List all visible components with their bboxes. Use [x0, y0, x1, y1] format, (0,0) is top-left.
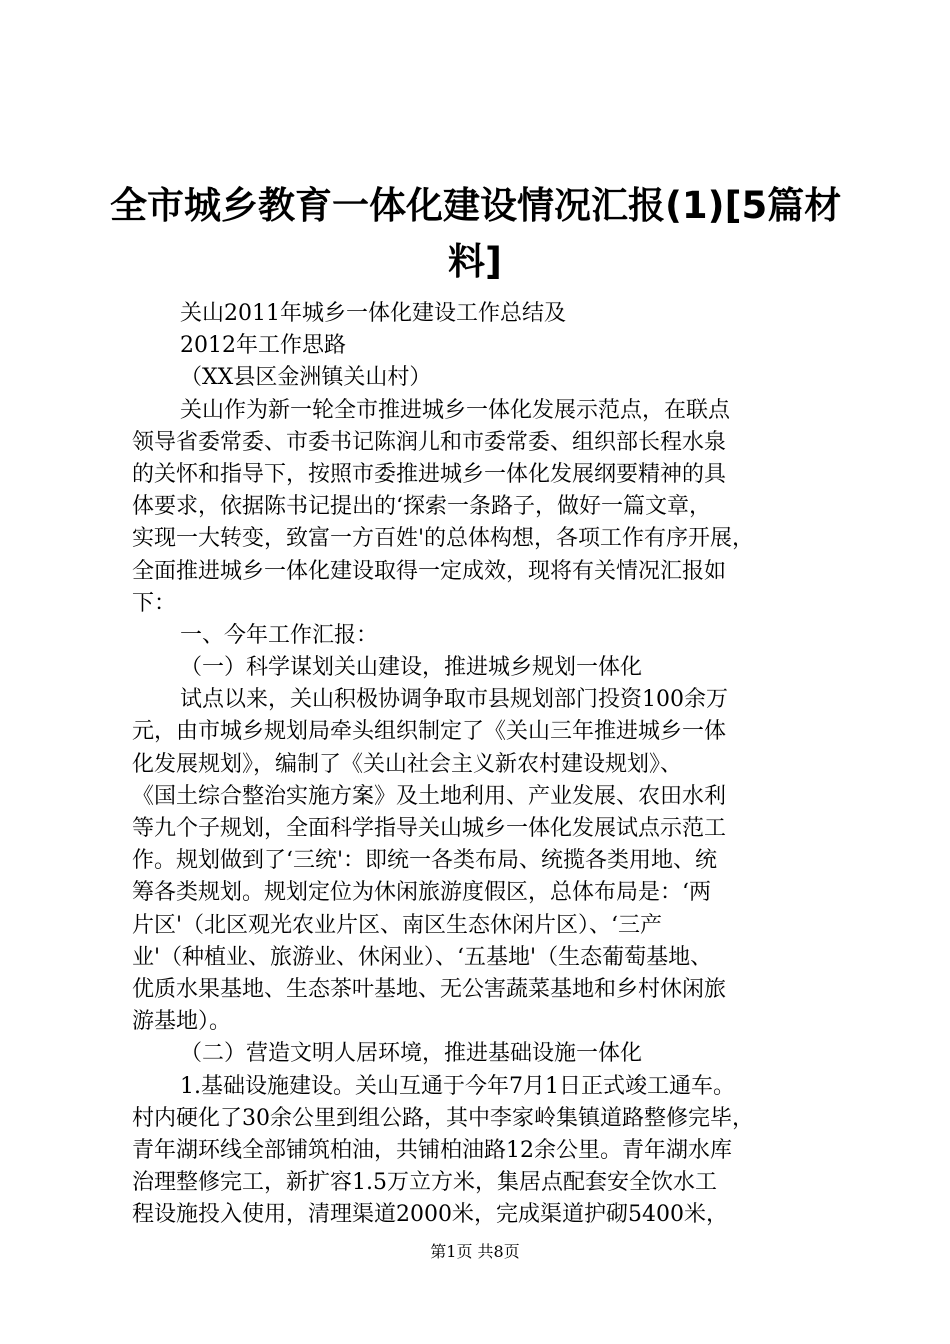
paragraph-line: 程设施投入使用，清理渠道2000米，完成渠道护砌5400米， [132, 1202, 728, 1228]
paragraph-line: 实现一大转变，致富一方百姓'的总体构想，各项工作有序开展， [132, 526, 755, 552]
title-line-1: 全市城乡教育一体化建设情况汇报(1)[5篇材 [110, 184, 842, 227]
paragraph-line: 下： [132, 590, 177, 616]
document-title [110, 178, 840, 290]
title-line-2: 料] [448, 240, 502, 283]
paragraph-line: 青年湖环线全部铺筑柏油，共铺柏油路12余公里。青年湖水库 [132, 1137, 732, 1163]
paragraph-line: 筹各类规划。规划定位为休闲旅游度假区，总体布局是：‘两 [132, 880, 711, 906]
paragraph-line: 游基地）。 [132, 1009, 232, 1035]
paragraph-line: 《国土综合整治实施方案》及土地利用、产业发展、农田水利 [132, 783, 727, 809]
subsection-heading: （二）营造文明人居环境，推进基础设施一体化 [180, 1041, 643, 1067]
paragraph-line: 全面推进城乡一体化建设取得一定成效，现将有关情况汇报如 [132, 558, 727, 584]
paragraph-line: 元，由市城乡规划局牵头组织制定了《关山三年推进城乡一体 [132, 719, 727, 745]
section-heading: 一、今年工作汇报： [180, 622, 379, 648]
paragraph-line: 1.基础设施建设。关山互通于今年7月1日正式竣工通车。 [180, 1073, 735, 1099]
paragraph-line: 业'（种植业、旅游业、休闲业）、‘五基地'（生态葡萄基地、 [132, 944, 713, 970]
paragraph-line: 优质水果基地、生态茶叶基地、无公害蔬菜基地和乡村休闲旅 [132, 976, 727, 1002]
paragraph-line: 治理整修完工，新扩容1.5万立方米，集居点配套安全饮水工 [132, 1170, 717, 1196]
page-footer: 第1页 共8页 [430, 1242, 520, 1261]
paragraph-line: 的关怀和指导下，按照市委推进城乡一体化发展纲要精神的具 [132, 461, 727, 487]
paragraph-line: 关山作为新一轮全市推进城乡一体化发展示范点，在联点 [180, 397, 731, 423]
subtitle-line: 关山2011年城乡一体化建设工作总结及 [180, 301, 566, 326]
paragraph-line: 化发展规划》，编制了《关山社会主义新农村建设规划》、 [132, 751, 683, 777]
paragraph-line: 村内硬化了30余公里到组公路，其中李家岭集镇道路整修完毕， [132, 1105, 754, 1131]
paragraph-line: 等九个子规划，全面科学指导关山城乡一体化发展试点示范工 [132, 816, 727, 841]
subsection-heading: （一）科学谋划关山建设，推进城乡规划一体化 [180, 655, 643, 681]
document-body [132, 298, 852, 1231]
paragraph-line: 作。规划做到了‘三统'：即统一各类布局、统揽各类用地、统 [132, 848, 718, 874]
author-line: （XX县区金洲镇关山村） [180, 365, 432, 391]
paragraph-line: 片区'（北区观光农业片区、南区生态休闲片区）、‘三产 [132, 912, 663, 938]
paragraph-line: 体要求，依据陈书记提出的‘探索一条路子，做好一篇文章， [132, 494, 711, 520]
subtitle-line: 2012年工作思路 [180, 333, 346, 359]
paragraph-line: 领导省委常委、市委书记陈润儿和市委常委、组织部长程水泉 [132, 429, 727, 455]
paragraph-line: 试点以来，关山积极协调争取市县规划部门投资100余万 [180, 687, 728, 713]
